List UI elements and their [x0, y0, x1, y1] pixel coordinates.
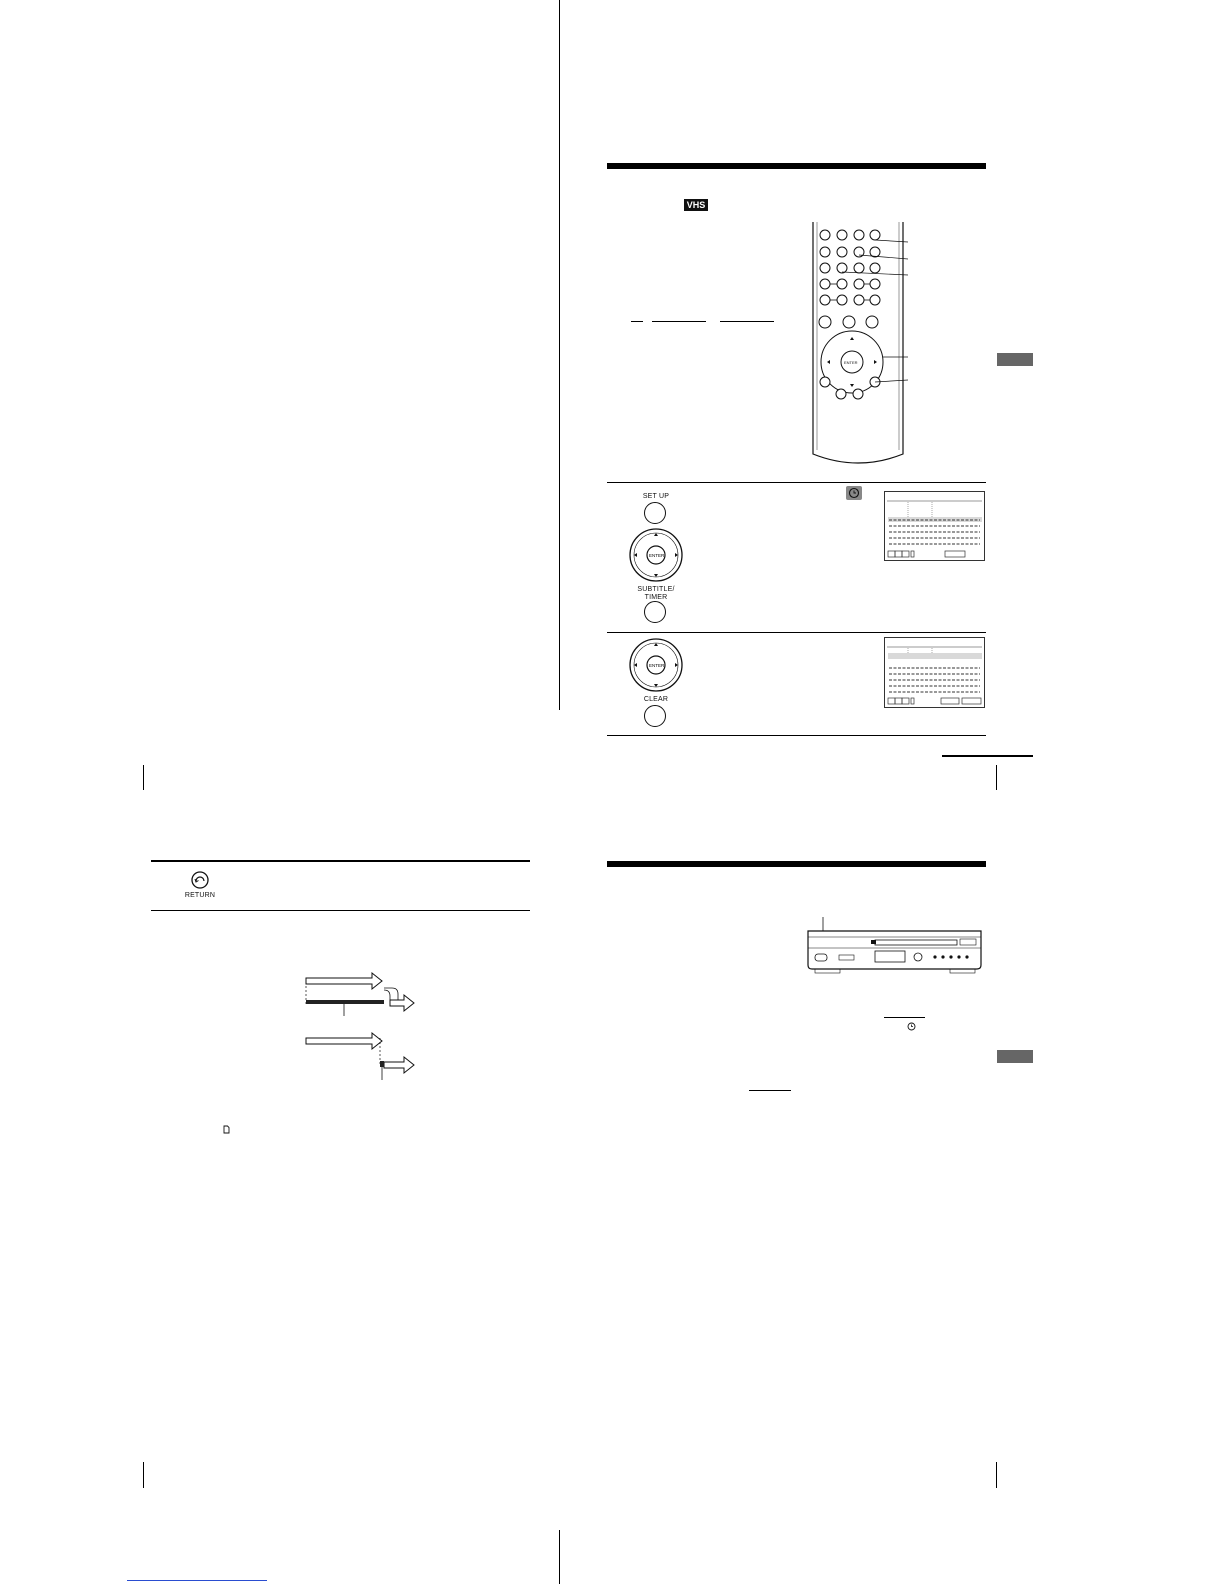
remote-control-illustration	[808, 222, 918, 467]
section2-heading-bar	[607, 861, 986, 867]
svg-text:ENTER: ENTER	[844, 360, 858, 365]
enter-dial[interactable]	[628, 637, 684, 693]
svg-text:ENTER: ENTER	[649, 553, 665, 558]
section-tab	[997, 1050, 1033, 1063]
underline	[652, 321, 706, 322]
dvd-vcr-front-panel-illustration	[805, 915, 985, 977]
crop-mark	[996, 765, 997, 790]
continued-rule	[942, 755, 1033, 757]
timer-icon	[907, 1022, 916, 1031]
crop-mark	[996, 1462, 997, 1488]
page-icon	[223, 1125, 230, 1134]
underline	[631, 321, 643, 322]
crop-mark	[143, 765, 144, 790]
step-divider	[607, 632, 986, 633]
set-up-button[interactable]	[644, 502, 666, 524]
underline	[720, 321, 774, 322]
timer-list-screen	[884, 491, 985, 561]
underline	[884, 1017, 925, 1018]
section-tab	[997, 353, 1033, 366]
timer-icon	[846, 486, 862, 500]
timer-edit-screen	[884, 637, 985, 708]
return-label: RETURN	[184, 892, 216, 899]
step-divider	[607, 482, 986, 483]
clear-label: CLEAR	[643, 696, 669, 703]
enter-dial[interactable]	[628, 527, 684, 583]
vhs-badge: VHS	[684, 199, 708, 211]
spine-line-bottom	[559, 1530, 560, 1584]
left-page-bottom-rule	[151, 910, 530, 911]
subtitle-timer-button[interactable]	[644, 601, 666, 623]
return-button[interactable]	[183, 870, 217, 904]
step-divider	[607, 735, 986, 736]
set-up-label: SET UP	[642, 493, 670, 500]
clear-button[interactable]	[644, 705, 666, 727]
underline	[749, 1090, 791, 1091]
section1-heading-bar	[607, 163, 986, 169]
return-icon	[183, 870, 217, 890]
footer-link[interactable]	[127, 1580, 267, 1581]
left-page-top-rule	[151, 860, 530, 862]
replay-diagram	[300, 968, 430, 1083]
crop-mark	[143, 1462, 144, 1488]
svg-text:ENTER: ENTER	[649, 663, 665, 668]
subtitle-timer-label: SUBTITLE/ TIMER	[637, 586, 675, 601]
spine-line-top	[559, 0, 560, 710]
